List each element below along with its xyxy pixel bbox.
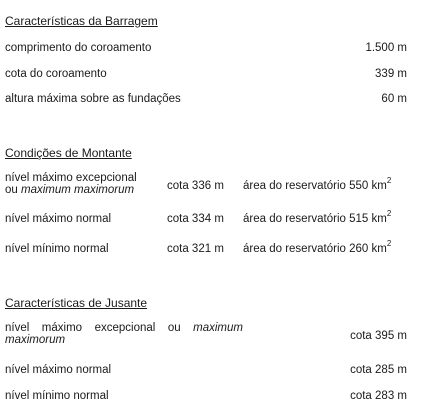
montante-area-maximo-text: área do reservatório 515 km bbox=[243, 213, 387, 225]
section-title-barragem: Características da Barragem bbox=[5, 14, 158, 28]
montante-label-excepcional-line2 bbox=[5, 184, 134, 196]
jusante-label-minimo: nível mínimo normal bbox=[5, 390, 109, 402]
montante-label-excepcional-italic: maximum maximorum bbox=[21, 184, 135, 196]
jusante-value-minimo: cota 283 m bbox=[350, 390, 407, 402]
montante-label-excepcional-line1: nível máximo excepcional bbox=[5, 172, 137, 184]
jusante-label-excepcional-line2 bbox=[5, 334, 65, 346]
barragem-label-cota: cota do coroamento bbox=[5, 68, 107, 80]
barragem-value-altura: 60 m bbox=[381, 93, 407, 105]
montante-area-minimo bbox=[243, 239, 392, 255]
jusante-label-excepcional-line1 bbox=[5, 322, 243, 334]
montante-area-excepcional-sup: 2 bbox=[386, 176, 392, 185]
jusante-label-maximo: nível máximo normal bbox=[5, 364, 112, 376]
montante-area-excepcional-text: área do reservatório 550 km bbox=[243, 180, 387, 192]
montante-label-maximo: nível máximo normal bbox=[5, 213, 112, 225]
section-title-jusante: Características de Jusante bbox=[5, 296, 148, 310]
montante-area-maximo-sup: 2 bbox=[386, 209, 392, 218]
barragem-value-cota: 339 m bbox=[375, 68, 407, 80]
montante-area-excepcional bbox=[243, 176, 392, 192]
montante-cota-maximo: cota 334 m bbox=[167, 213, 224, 225]
montante-cota-minimo: cota 321 m bbox=[167, 243, 224, 255]
montante-label-excepcional-prefix: ou bbox=[5, 184, 21, 196]
montante-area-minimo-text: área do reservatório 260 km bbox=[243, 243, 387, 255]
barragem-label-comprimento: comprimento do coroamento bbox=[5, 42, 152, 54]
barragem-value-comprimento: 1.500 m bbox=[365, 42, 407, 54]
barragem-label-altura: altura máxima sobre as fundações bbox=[5, 93, 181, 105]
jusante-label-excepcional-italic1: maximum bbox=[193, 322, 243, 334]
jusante-value-excepcional: cota 395 m bbox=[350, 330, 407, 342]
montante-cota-excepcional: cota 336 m bbox=[167, 180, 224, 192]
montante-label-minimo: nível mínimo normal bbox=[5, 243, 109, 255]
montante-area-minimo-sup: 2 bbox=[386, 239, 392, 248]
jusante-label-excepcional-italic2: maximorum bbox=[5, 334, 66, 346]
jusante-value-maximo: cota 285 m bbox=[350, 364, 407, 376]
section-title-montante: Condições de Montante bbox=[5, 146, 132, 160]
montante-area-maximo bbox=[243, 209, 392, 225]
jusante-label-excepcional-prefix: nível máximo excepcional ou bbox=[5, 322, 194, 334]
